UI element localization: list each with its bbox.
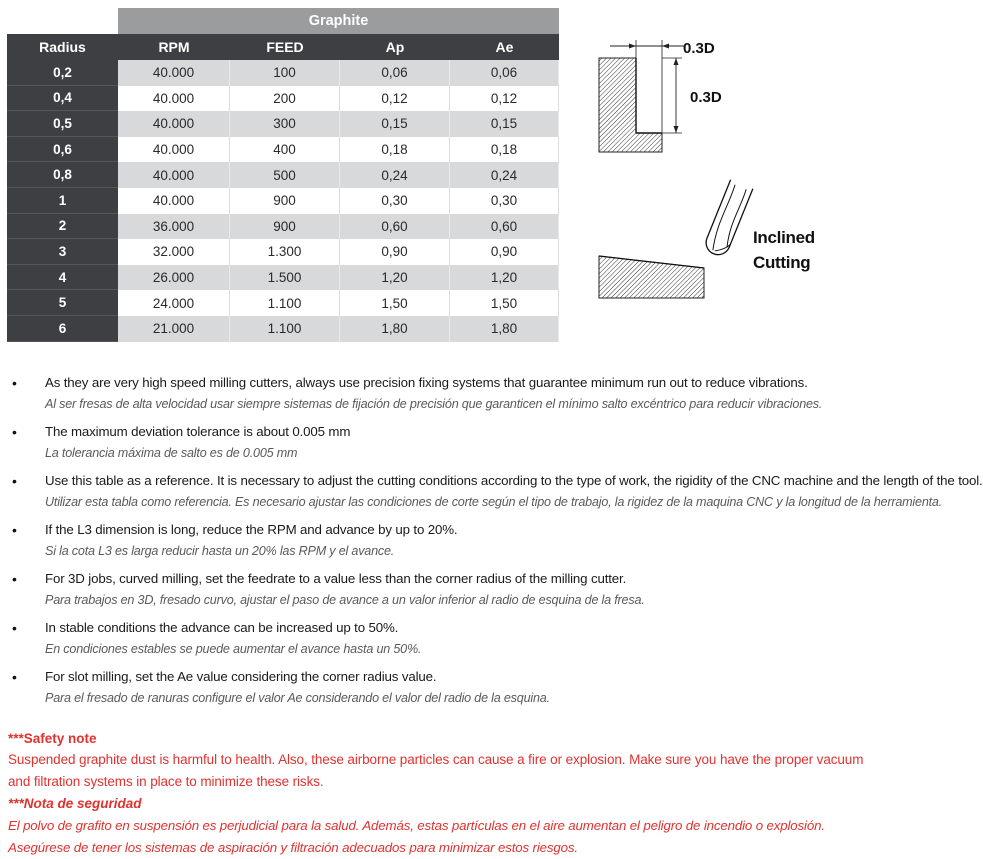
cell-feed: 900 xyxy=(230,214,340,240)
cell-ap: 0,18 xyxy=(340,137,450,163)
cell-ae: 0,06 xyxy=(450,60,559,86)
cell-rpm: 40.000 xyxy=(118,162,230,188)
cell-radius: 4 xyxy=(7,265,118,291)
note-text-es: En condiciones estables se puede aumentar el avance hasta un 50%. xyxy=(45,642,422,656)
note-text-es: Para trabajos en 3D, fresado curvo, ajustar el paso de avance a un valor inferior al radio de esquina de la fresa. xyxy=(45,593,645,607)
cell-ap: 0,60 xyxy=(340,214,450,240)
cell-feed: 1.100 xyxy=(230,316,340,342)
usage-notes-list xyxy=(0,373,983,716)
note-text-en: The maximum deviation tolerance is about 0.005 mm xyxy=(45,424,351,439)
table-row xyxy=(7,111,559,137)
inclined-label-line1: Inclined xyxy=(753,228,815,247)
cell-feed: 1.300 xyxy=(230,239,340,265)
column-header-ae: Ae xyxy=(450,34,559,60)
cell-ae: 1,80 xyxy=(450,316,559,342)
cell-feed: 100 xyxy=(230,60,340,86)
note-item xyxy=(0,422,885,471)
table-row xyxy=(7,137,559,163)
cell-radius: 1 xyxy=(7,188,118,214)
column-header-rpm: RPM xyxy=(118,34,230,60)
note-text-en: Use this table as a reference. It is necessary to adjust the cutting conditions according to the type of work, the rigidity of the CNC machine and the length of the tool. xyxy=(45,473,983,488)
table-row xyxy=(7,162,559,188)
cell-feed: 400 xyxy=(230,137,340,163)
note-text-en: As they are very high speed milling cutters, always use precision fixing systems that guarantee minimum run out to reduce vibrations. xyxy=(45,375,808,390)
cell-ae: 0,12 xyxy=(450,86,559,112)
cell-ap: 0,12 xyxy=(340,86,450,112)
cell-feed: 1.500 xyxy=(230,265,340,291)
column-header-feed: FEED xyxy=(230,34,340,60)
arrow-head-side-top xyxy=(674,58,679,65)
cell-rpm: 32.000 xyxy=(118,239,230,265)
safety-body-en: Suspended graphite dust is harmful to health. Also, these airborne particles can cause a fire or explosion. Make sure you have the proper vacuum and filtration systems in place to minimize these risks. xyxy=(8,752,864,789)
cell-ae: 0,90 xyxy=(450,239,559,265)
note-text-es: Para el fresado de ranuras configure el valor Ae considerando el valor del radio de la esquina. xyxy=(45,691,550,705)
shoulder-workpiece xyxy=(599,58,662,152)
column-header-row xyxy=(7,34,559,60)
cell-ae: 1,50 xyxy=(450,290,559,316)
material-header-row xyxy=(7,8,559,34)
safety-title-en: ***Safety note xyxy=(8,731,97,746)
column-header-radius: Radius xyxy=(7,34,118,60)
cell-ap: 0,15 xyxy=(340,111,450,137)
cell-ap: 0,06 xyxy=(340,60,450,86)
table-row xyxy=(7,86,559,112)
cell-radius: 5 xyxy=(7,290,118,316)
table-row xyxy=(7,290,559,316)
cell-rpm: 40.000 xyxy=(118,86,230,112)
cell-rpm: 40.000 xyxy=(118,111,230,137)
cell-ae: 0,30 xyxy=(450,188,559,214)
cell-radius: 0,2 xyxy=(7,60,118,86)
cell-radius: 0,8 xyxy=(7,162,118,188)
note-item xyxy=(0,618,885,667)
note-text-en: In stable conditions the advance can be increased up to 50%. xyxy=(45,620,399,635)
cell-rpm: 26.000 xyxy=(118,265,230,291)
cell-ae: 0,15 xyxy=(450,111,559,137)
cell-rpm: 21.000 xyxy=(118,316,230,342)
cell-ap: 0,24 xyxy=(340,162,450,188)
note-text-es: Si la cota L3 es larga reducir hasta un 20% las RPM y el avance. xyxy=(45,544,395,558)
note-text-en: If the L3 dimension is long, reduce the RPM and advance by up to 20%. xyxy=(45,522,458,537)
material-title: Graphite xyxy=(118,8,559,34)
cell-ap: 0,30 xyxy=(340,188,450,214)
cell-rpm: 24.000 xyxy=(118,290,230,316)
cell-rpm: 36.000 xyxy=(118,214,230,240)
safety-note xyxy=(8,729,880,859)
safety-body-es: El polvo de grafito en suspensión es perjudicial para la salud. Además, estas partículas en el aire aumentan el peligro de incendio o explosión. Asegúrese de tener los sistemas de aspiración y filtración adecuados para minimizar estos riesgos. xyxy=(8,818,825,855)
note-item xyxy=(0,520,885,569)
bullet-icon: • xyxy=(12,669,17,685)
arrow-head-side-bottom xyxy=(674,126,679,133)
table-row xyxy=(7,214,559,240)
cell-feed: 500 xyxy=(230,162,340,188)
bullet-icon: • xyxy=(12,473,17,489)
cell-rpm: 40.000 xyxy=(118,60,230,86)
cell-radius: 0,4 xyxy=(7,86,118,112)
table-row xyxy=(7,239,559,265)
column-header-ap: Ap xyxy=(340,34,450,60)
cutting-data-table xyxy=(7,8,559,342)
bullet-icon: • xyxy=(12,375,17,391)
table-row xyxy=(7,265,559,291)
table-corner xyxy=(7,8,118,34)
note-text-en: For 3D jobs, curved milling, set the feedrate to a value less than the corner radius of the milling cutter. xyxy=(45,571,627,586)
bullet-icon: • xyxy=(12,424,17,440)
cell-ap: 1,20 xyxy=(340,265,450,291)
cell-feed: 200 xyxy=(230,86,340,112)
cell-radius: 0,6 xyxy=(7,137,118,163)
inclined-label-line2: Cutting xyxy=(753,253,811,272)
cell-ap: 1,80 xyxy=(340,316,450,342)
table-row xyxy=(7,316,559,342)
table-row xyxy=(7,60,559,86)
cell-radius: 6 xyxy=(7,316,118,342)
cell-radius: 0,5 xyxy=(7,111,118,137)
cell-rpm: 40.000 xyxy=(118,137,230,163)
cell-ap: 1,50 xyxy=(340,290,450,316)
bullet-icon: • xyxy=(12,522,17,538)
cell-radius: 2 xyxy=(7,214,118,240)
inclined-diagram xyxy=(599,180,753,298)
table-body xyxy=(7,60,559,342)
note-text-en: For slot milling, set the Ae value considering the corner radius value. xyxy=(45,669,437,684)
note-text-es: Al ser fresas de alta velocidad usar siempre sistemas de fijación de precisión que garanticen el mínimo salto excéntrico para reducir vibraciones. xyxy=(45,397,823,411)
note-item xyxy=(0,373,885,422)
dimension-label-width: 0.3D xyxy=(683,40,715,57)
cell-ae: 1,20 xyxy=(450,265,559,291)
cell-rpm: 40.000 xyxy=(118,188,230,214)
cutting-diagrams xyxy=(580,30,880,310)
note-item xyxy=(0,569,885,618)
cell-radius: 3 xyxy=(7,239,118,265)
note-item xyxy=(0,667,885,716)
bullet-icon: • xyxy=(12,620,17,636)
safety-title-es: ***Nota de seguridad xyxy=(8,796,142,811)
note-text-es: La tolerancia máxima de salto es de 0.005 mm xyxy=(45,446,298,460)
cell-feed: 1.100 xyxy=(230,290,340,316)
table-row xyxy=(7,188,559,214)
ball-end-mill-icon xyxy=(703,180,753,259)
cell-ae: 0,24 xyxy=(450,162,559,188)
cell-ae: 0,60 xyxy=(450,214,559,240)
shoulder-diagram xyxy=(599,40,684,152)
arrow-head-top-left xyxy=(629,44,636,49)
cell-feed: 900 xyxy=(230,188,340,214)
cell-ae: 0,18 xyxy=(450,137,559,163)
note-text-es: Utilizar esta tabla como referencia. Es necesario ajustar las condiciones de corte según el tipo de trabajo, la rigidez de la maquina CNC y la longitud de la herramienta. xyxy=(45,495,943,509)
dimension-label-depth: 0.3D xyxy=(690,89,722,106)
cell-ap: 0,90 xyxy=(340,239,450,265)
cell-feed: 300 xyxy=(230,111,340,137)
bullet-icon: • xyxy=(12,571,17,587)
arrow-head-top-right xyxy=(662,44,669,49)
diagram-graphics xyxy=(580,30,880,310)
inclined-cutting-label xyxy=(753,225,815,275)
note-item xyxy=(0,471,983,520)
